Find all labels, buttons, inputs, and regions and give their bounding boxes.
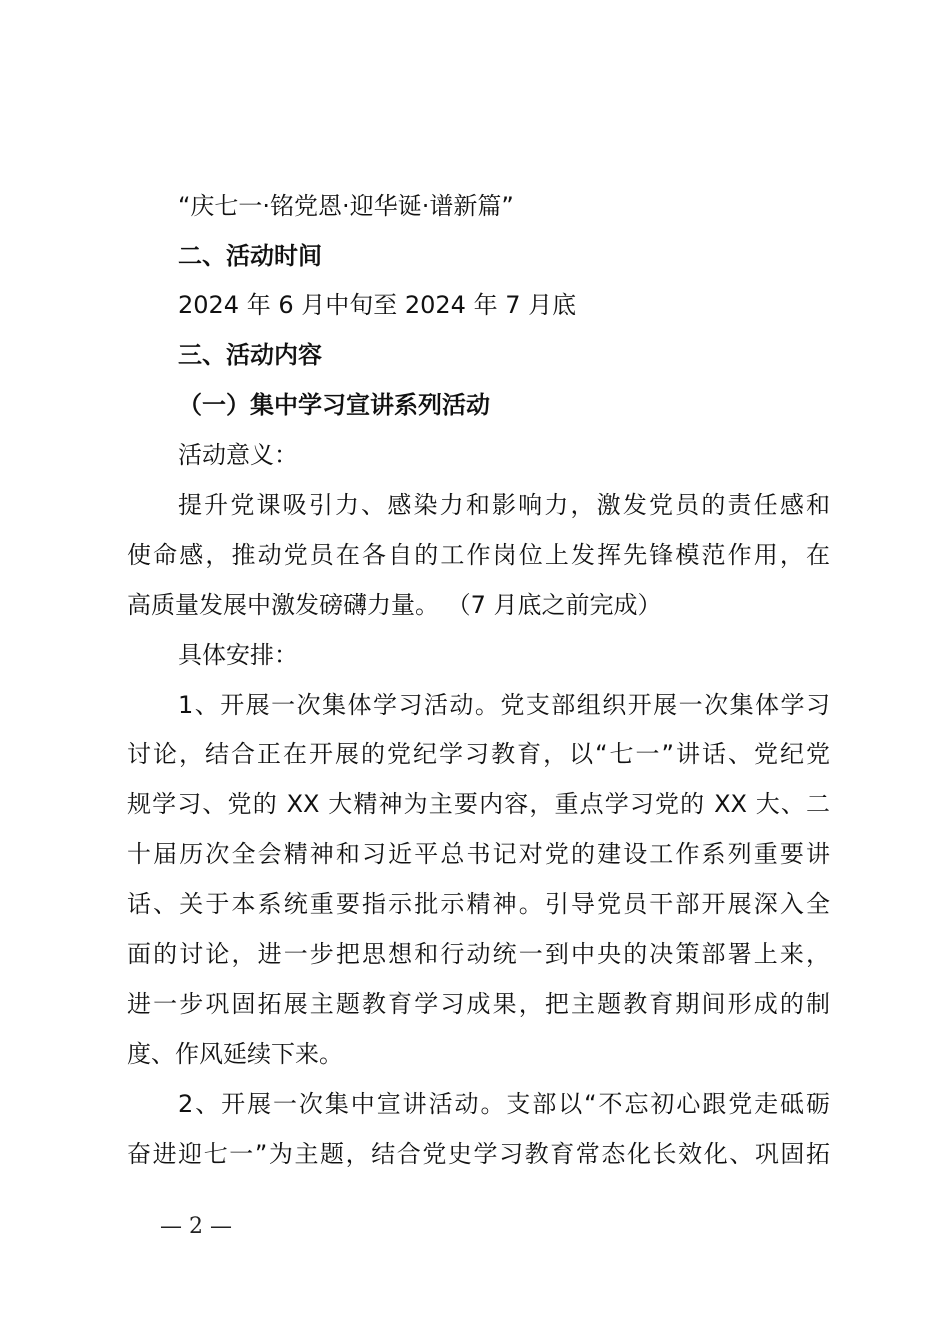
subsection-1-heading: （一）集中学习宣讲系列活动 [178,391,490,419]
arrangement-label: 具体安排： [178,641,298,669]
meaning-paragraph-line: 使命感，推动党员在各自的工作岗位上发挥先锋模范作用，在 [127,541,830,569]
item-1-line: 面的讨论，进一步把思想和行动统一到中央的决策部署上来， [127,940,830,968]
theme-line: “庆七一·铭党恩·迎华诞·谱新篇” [178,192,514,220]
meaning-paragraph-line: 提升党课吸引力、感染力和影响力，激发党员的责任感和 [178,491,830,519]
item-2-line: 奋进迎七一”为主题，结合党史学习教育常态化长效化、巩固拓 [127,1140,830,1168]
item-2-line: 2、开展一次集中宣讲活动。支部以“不忘初心跟党走砥砺 [178,1090,830,1118]
section-2-heading: 二、活动时间 [178,242,322,270]
meaning-paragraph-line: 高质量发展中激发磅礴力量。 （7 月底之前完成） [127,591,662,619]
item-1-line: 度、作风延续下来。 [127,1040,343,1068]
page-number: — 2 — [160,1214,232,1239]
item-1-line: 十届历次全会精神和习近平总书记对党的建设工作系列重要讲 [127,840,830,868]
item-1-line: 规学习、党的 XX 大精神为主要内容，重点学习党的 XX 大、二 [127,790,830,818]
item-1-line: 进一步巩固拓展主题教育学习成果，把主题教育期间形成的制 [127,990,830,1018]
item-1-line: 话、关于本系统重要指示批示精神。引导党员干部开展深入全 [127,890,830,918]
item-1-line: 1、开展一次集体学习活动。党支部组织开展一次集体学习 [178,691,830,719]
item-1-line: 讨论，结合正在开展的党纪学习教育，以“七一”讲话、党纪党 [127,740,830,768]
activity-time: 2024 年 6 月中旬至 2024 年 7 月底 [178,291,577,319]
meaning-label: 活动意义： [178,441,298,469]
section-3-heading: 三、活动内容 [178,341,322,369]
